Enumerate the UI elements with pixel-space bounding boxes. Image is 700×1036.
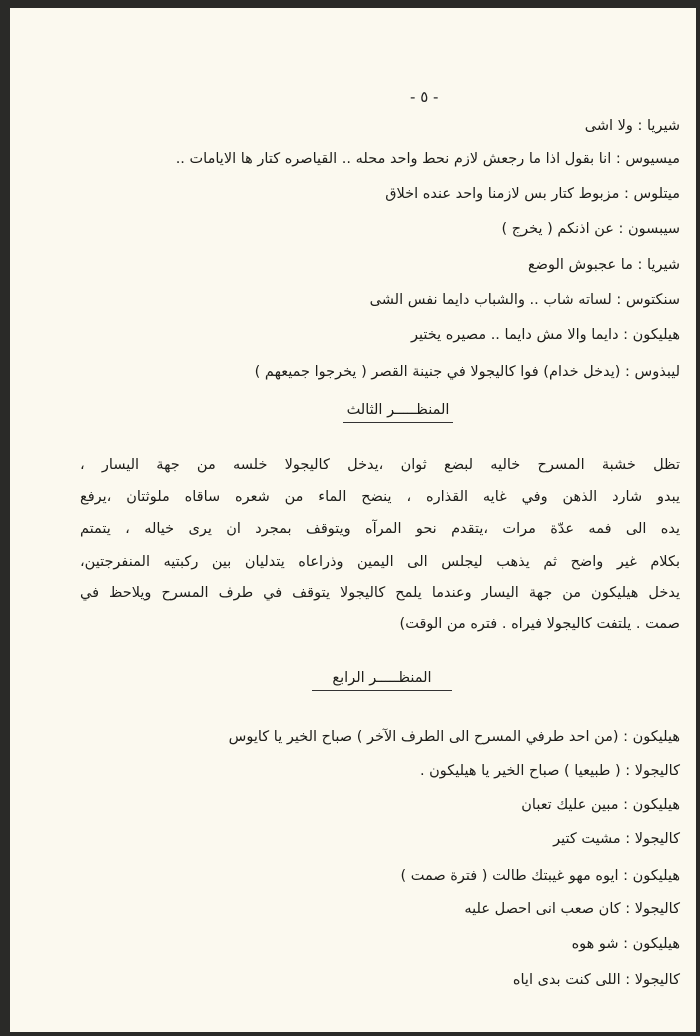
dialogue-line: كاليجولا : كان صعب انى احصل عليه bbox=[464, 901, 680, 917]
dialogue-line: شيريا : ولا اشى bbox=[584, 118, 680, 134]
dialogue-line: هيليكون : (من احد طرفي المسرح الى الطرف الآخر ) صباح الخير يا كايوس bbox=[228, 729, 680, 745]
stage-direction-line: يدخل هيليكون من جهة اليسار وعندما يلمح كاليجولا يتوقف في طرف المسرح ويلاحظ في bbox=[80, 585, 680, 601]
dialogue-line: شيريا : ما عجبوش الوضع bbox=[527, 257, 680, 273]
dialogue-line: كاليجولا : اللى كنت بدى اياه bbox=[512, 972, 680, 988]
document-page bbox=[10, 8, 696, 1032]
scene-4-heading: المنظـــــر الرابع bbox=[312, 670, 452, 691]
dialogue-line: هيليكون : شو هوه bbox=[571, 936, 680, 952]
dialogue-line: ليبذوس : (يدخل خدام) فوا كاليجولا في جنينة القصر ( يخرجوا جميعهم ) bbox=[254, 364, 680, 380]
dialogue-line: كاليجولا : مشيت كتير bbox=[553, 831, 680, 847]
dialogue-line: كاليجولا : ( طبيعيا ) صباح الخير يا هيليكون . bbox=[419, 763, 680, 779]
stage-direction-line: بكلام غير واضح ثم يذهب ليجلس الى اليمين وذراعاه يتدليان بين ركبتيه المنفرجتين، bbox=[80, 554, 680, 570]
dialogue-line: هيليكون : مبين عليك تعبان bbox=[521, 797, 680, 813]
stage-direction-line: يده الى فمه عدّة مرات ،يتقدم نحو المرآه ويتوقف بمجرد ان يرى خياله ، يتمتم bbox=[80, 521, 680, 537]
page-number: - ٥ - bbox=[410, 88, 439, 106]
dialogue-line: هيليكون : ايوه مهو غيبتك طالت ( فترة صمت ) bbox=[400, 868, 680, 884]
scene-3-heading: المنظـــــر الثالث bbox=[343, 402, 453, 423]
dialogue-line: سيبسون : عن اذنكم ( يخرج ) bbox=[501, 221, 680, 237]
stage-direction-line: تظل خشبة المسرح خاليه لبضع ثوان ،يدخل كاليجولا خلسه من جهة اليسار ، bbox=[80, 457, 680, 473]
dialogue-line: ميسيوس : انا بقول اذا ما رجعش لازم نحط واحد محله .. القياصره كتار ها الايامات .. bbox=[175, 151, 680, 167]
stage-direction-line: صمت . يلتفت كاليجولا فيراه . فتره من الوقت) bbox=[399, 616, 680, 632]
dialogue-line: سنكتوس : لساته شاب .. والشباب دايما نفس الشى bbox=[369, 292, 680, 308]
stage-direction-line: يبدو شارد الذهن وفي غايه القذاره ، ينضح الماء من شعره ساقاه ملوثتان ،يرفع bbox=[80, 489, 680, 505]
dialogue-line: هيليكون : دايما والا مش دايما .. مصيره يختير bbox=[411, 327, 680, 343]
dialogue-line: ميتلوس : مزبوط كتار بس لازمنا واحد عنده اخلاق bbox=[385, 186, 680, 202]
